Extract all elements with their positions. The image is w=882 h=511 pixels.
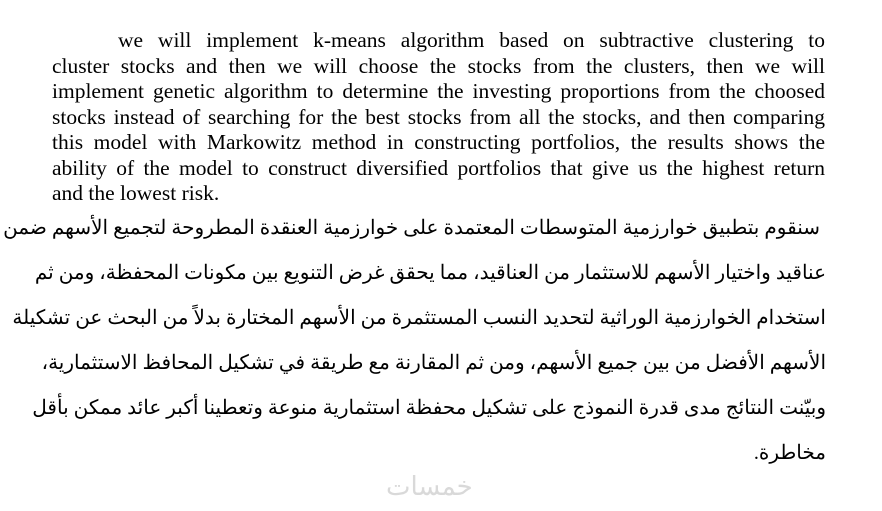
arabic-abstract [3, 211, 826, 481]
english-line: implement genetic algorithm to determine the investing proportions from the choosed [52, 79, 825, 103]
arabic-line: مخاطرة. [753, 442, 826, 464]
arabic-line: وبيّنت النتائج مدى قدرة النموذج على تشكيل محفظة استثمارية منوعة وتعطينا أكبر عائد ممكن بأقل [32, 397, 826, 419]
watermark-logo: خمسات [386, 472, 473, 502]
english-line: this model with Markowitz method in constructing portfolios, the results shows the [52, 130, 825, 154]
english-abstract [52, 28, 825, 207]
english-line: and the lowest risk. [52, 181, 220, 205]
english-line: stocks instead of searching for the best stocks from all the stocks, and then comparing [52, 104, 825, 129]
arabic-line: استخدام الخوارزمية الوراثية لتحديد النسب المستثمرة من الأسهم المختارة بدلاً من البحث عن تشكيلة [12, 307, 826, 329]
english-line: we will implement k-means algorithm based on subtractive clustering to [118, 28, 825, 52]
english-line: cluster stocks and then we will choose the stocks from the clusters, then we will [52, 53, 825, 78]
arabic-line: سنقوم بتطبيق خوارزمية المتوسطات المعتمدة على خوارزمية العنقدة المطروحة لتجميع الأسهم ضمن [3, 217, 820, 239]
arabic-line: عناقيد واختيار الأسهم للاستثمار من العناقيد، مما يحقق غرض التنويع بين مكونات المحفظة، ومن ثم [34, 262, 826, 284]
english-line: ability of the model to construct diversified portfolios that give us the highest return [52, 155, 825, 180]
arabic-line: الأسهم الأفضل من بين جميع الأسهم، ومن ثم المقارنة مع طريقة في تشكيل المحافظ الاستثمارية، [41, 352, 826, 374]
